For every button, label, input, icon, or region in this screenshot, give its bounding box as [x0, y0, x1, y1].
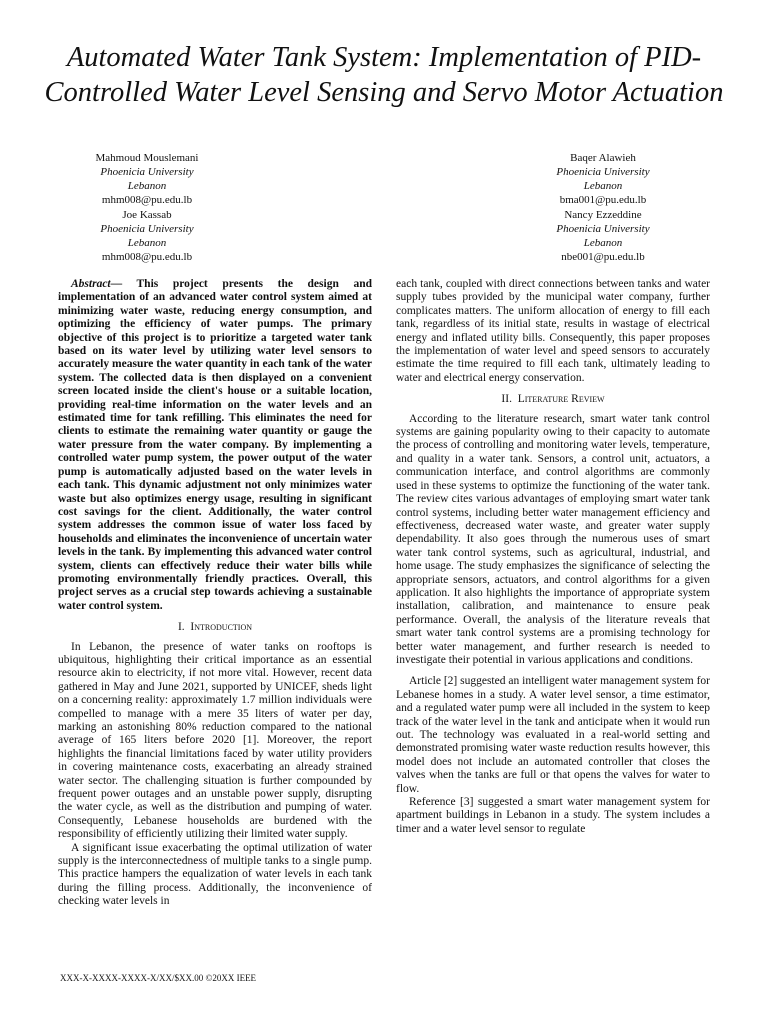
abstract [58, 278, 372, 613]
author-country: Lebanon [127, 237, 167, 249]
section-title: Introduction [190, 621, 253, 634]
copyright-footer: XXX-X-XXXX-XXXX-X/XX/$XX.00 ©20XX IEEE [60, 973, 257, 983]
paragraph-continuation: each tank, coupled with direct connections between tanks and water supply tubes provided by the municipal water company, further complicates matters. The uniform allocation of energy to fill each tank, regardless of its initial state, results in wastage of electrical energy and inflated utility bills. Consequently, this paper proposes the implementation of water level and speed sensors to accurately estimate the time required to fill each tank, ultimately leading to water and electrical energy conservation. [396, 278, 710, 384]
author-email: mhm008@pu.edu.lb [101, 251, 193, 263]
section-heading-literature-review [396, 393, 710, 406]
author-block [32, 151, 262, 207]
section-heading-introduction [58, 621, 372, 634]
author-country: Lebanon [583, 180, 623, 192]
author-email: mhm008@pu.edu.lb [101, 194, 193, 206]
author-block [32, 208, 262, 264]
paragraph: Reference [3] suggested a smart water management system for apartment buildings in Lebanon in a study. The system includes a timer and a water level sensor to regulate [396, 796, 710, 835]
paragraph: A significant issue exacerbating the optimal utilization of water supply is the interconnectedness of multiple tanks to a single pump. This practice hampers the equalization of water levels in each tank during the filling process. Additionally, the inconvenience of checking water levels in [58, 841, 372, 908]
paragraph: In Lebanon, the presence of water tanks on rooftops is ubiquitous, highlighting their critical importance as an essential resource akin to electricity, if not more vital. However, recent data gathered in May and June 2021, supported by UNICEF, sheds light on a concerning reality: approximately 1.7 million individuals were compelled to manage with a mere 35 liters of water per day, marking an astonishing 80% reduction compared to the national average of 165 liters before 2020 [1]. Moreover, the report highlights the financial limitations faced by water utility providers in covering maintenance costs, exacerbating an already strained water sector. The challenging situation is further compounded by frequent power outages and an unstable power supply, disrupting the water cycle, as well as the distribution and pumping of water. Consequently, Lebanese households are burdened with the responsibility of efficiently utilizing their limited water supply. [58, 640, 372, 841]
paragraph: Article [2] suggested an intelligent water management system for Lebanese homes in a study. A water level sensor, a time estimator, and a regulated water pump were all included in the system to keep track of the water level in the tank and anticipate when it would run out. The technology was evaluated in a real-world setting and demonstrated promising water waste reduction results however, this model does not include an automated controller that closes the valves when the tanks are full or that opens the valves for water to flow. [396, 675, 710, 795]
author-name: Joe Kassab [122, 209, 172, 221]
abstract-text: This project presents the design and implementation of an advanced water control system aimed at minimizing water waste, reducing energy consumption, and optimizing the efficiency of water pumps. The primary objective of this project is to prioritize a targeted water tank based on its water level by utilizing water level sensors to accurately measure the water quantity in each tank of the water system. The collected data is then displayed on a convenient screen located inside the client's house or a suitable location, providing real-time information on the water levels and an estimated time for tank refilling. This eliminates the need for clients to estimate the remaining water quantity or gauge the water pressure from the water company. By implementing a controlled water pump system, the power output of the water pump is automatically adjusted based on the water levels in each tank. This dynamic adjustment not only minimizes water waste but also optimizes energy usage, resulting in significant cost savings for the client. Additionally, the water control system addresses the common issue of water loss faced by households and eliminates the inconvenience of uncertain water levels in the tank. By implementing this advanced water control system, clients can effectively reduce their water bills while promoting environmentally friendly practices. Overall, this project serves as a crucial step towards achieving a sustainable water control system. [58, 278, 372, 612]
right-column [396, 278, 710, 836]
author-country: Lebanon [583, 237, 623, 249]
section-title: Literature Review [517, 393, 605, 406]
left-column [58, 278, 372, 909]
author-email: nbe001@pu.edu.lb [561, 251, 645, 263]
section-number: II. [501, 393, 512, 406]
abstract-dash: — [110, 278, 123, 290]
author-block [488, 208, 718, 264]
section-number: I. [177, 621, 185, 634]
author-affiliation: Phoenicia University [556, 166, 650, 178]
paragraph: According to the literature research, smart water tank control systems are gaining popularity owing to their capacity to automate the process of controlling and monitoring water levels, temperature, and quality in a water tank. Sensors, a control unit, actuators, a communication interface, and control algorithms are commonly used in these systems to optimize the functioning of the water tank. The review cites various advantages of employing smart water tank control systems, including better water management efficiency and effectiveness, decreased water waste, and greater water supply dependability. It also goes through the numerous uses of smart water tank control systems, such as agricultural, industrial, and home usage. The study emphasizes the significance of selecting the appropriate sensors, actuators, and control algorithms for a given application. It also highlights the importance of appropriate system installation, calibration, and maintenance to ensure peak performance. Overall, the analysis of the literature reveals that smart water tank control systems are a promising technology for better water management, and further research is needed to investigate their potential in various applications and conditions. [396, 412, 710, 666]
author-country: Lebanon [127, 180, 167, 192]
author-name: Baqer Alawieh [570, 152, 636, 164]
author-affiliation: Phoenicia University [100, 166, 194, 178]
author-affiliation: Phoenicia University [556, 223, 650, 235]
paper-title: Automated Water Tank System: Implementation of PID-Controlled Water Level Sensing and Servo Motor Actuation [44, 42, 724, 108]
author-name: Nancy Ezzeddine [564, 209, 642, 221]
author-affiliation: Phoenicia University [100, 223, 194, 235]
author-block [488, 151, 718, 207]
abstract-label: Abstract [71, 278, 111, 290]
author-email: bma001@pu.edu.lb [559, 194, 647, 206]
author-name: Mahmoud Mouslemani [95, 152, 199, 164]
